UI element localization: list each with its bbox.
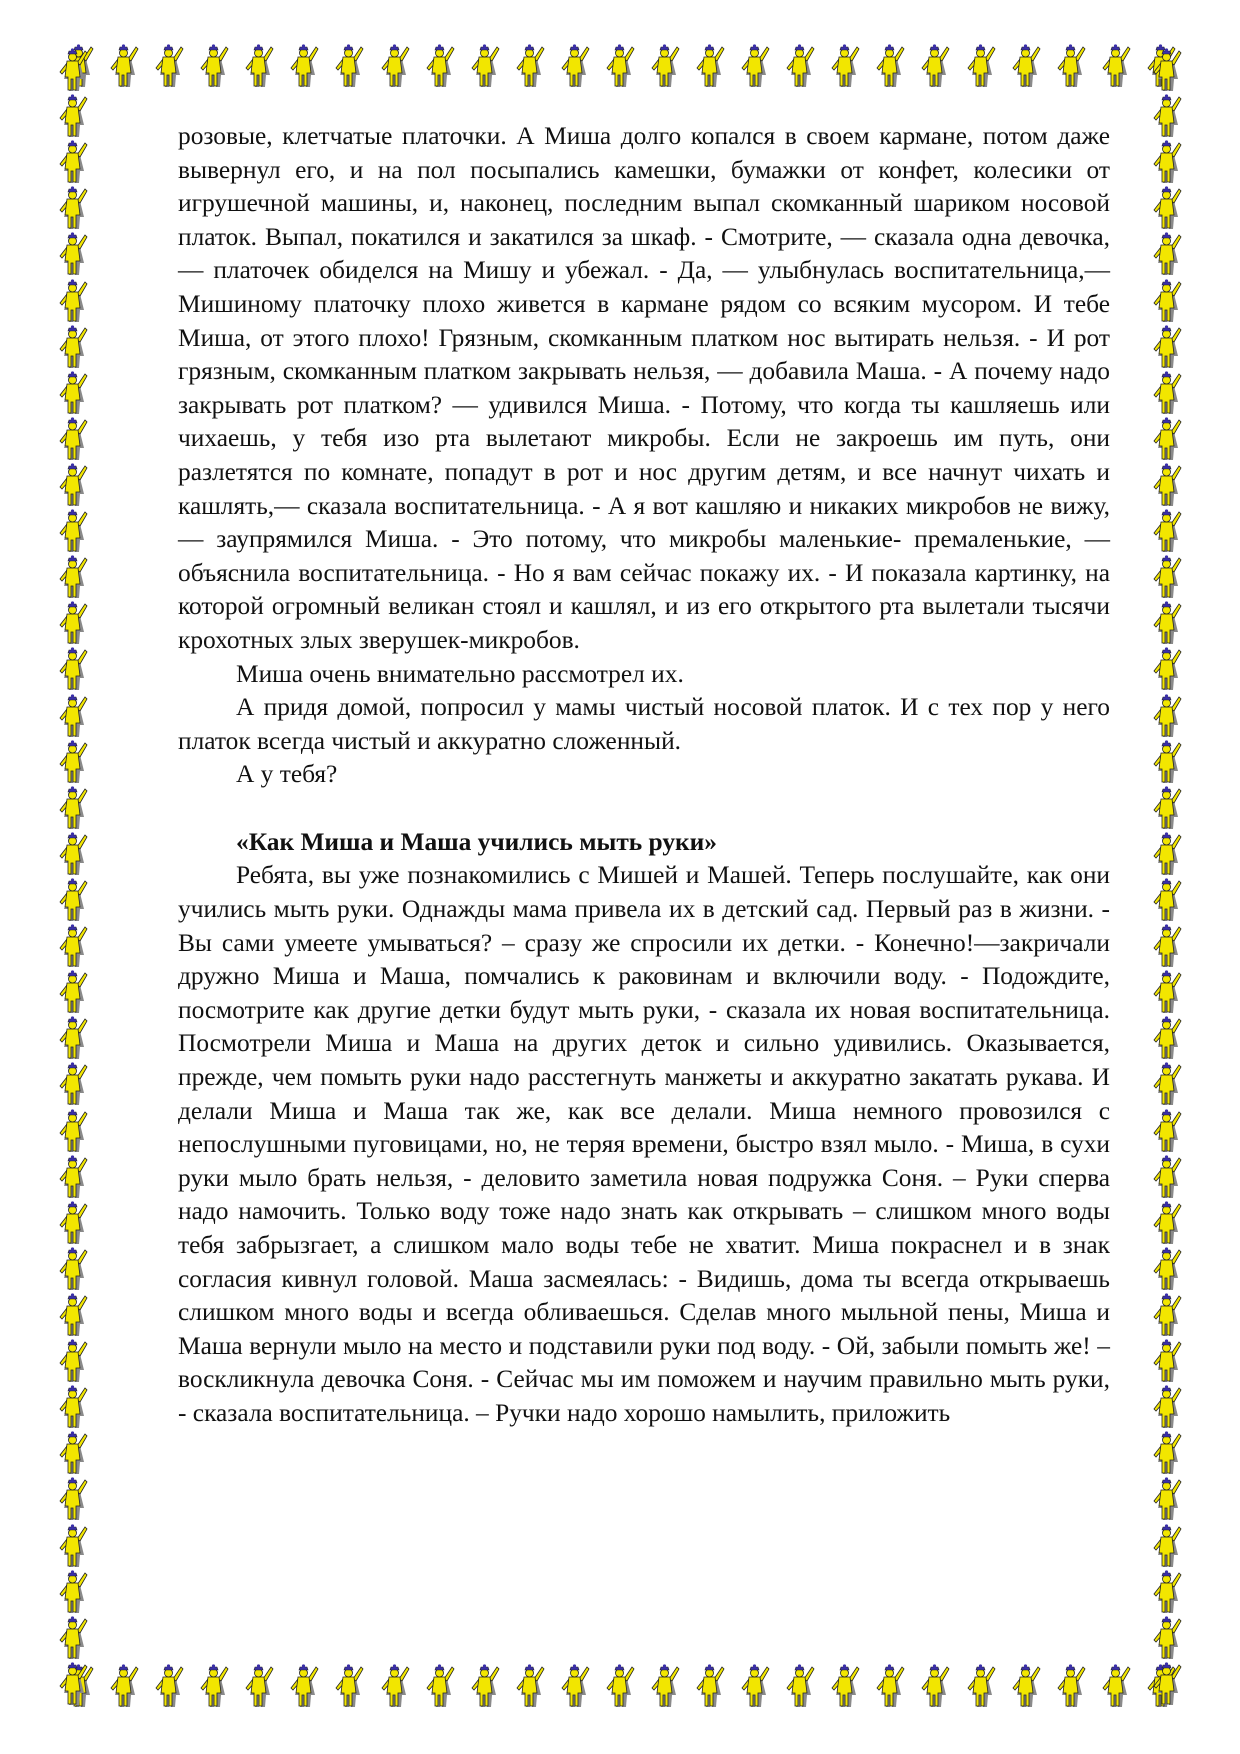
cheering-child-icon	[332, 1664, 366, 1708]
cheering-child-icon	[56, 1662, 90, 1706]
cheering-child-icon	[828, 1664, 862, 1708]
cheering-child-icon	[107, 1664, 141, 1708]
cheering-child-icon	[693, 1664, 727, 1708]
cheering-child-icon	[56, 1201, 90, 1245]
cheering-child-icon	[1150, 1662, 1184, 1706]
paragraph: А у тебя?	[236, 760, 338, 789]
cheering-child-icon	[1150, 463, 1184, 507]
cheering-child-icon	[56, 186, 90, 230]
cheering-child-icon	[56, 1570, 90, 1614]
cheering-child-icon	[783, 1664, 817, 1708]
cheering-child-icon	[56, 1293, 90, 1337]
cheering-child-icon	[964, 1664, 998, 1708]
cheering-child-icon	[1150, 1339, 1184, 1383]
cheering-child-icon	[1099, 44, 1133, 88]
cheering-child-icon	[56, 924, 90, 968]
cheering-child-icon	[56, 1062, 90, 1106]
cheering-child-icon	[1150, 1524, 1184, 1568]
cheering-child-icon	[56, 1616, 90, 1660]
border-left	[56, 48, 92, 1706]
cheering-child-icon	[197, 44, 231, 88]
cheering-child-icon	[56, 878, 90, 922]
cheering-child-icon	[56, 786, 90, 830]
cheering-child-icon	[1150, 786, 1184, 830]
cheering-child-icon	[738, 1664, 772, 1708]
cheering-child-icon	[378, 44, 412, 88]
cheering-child-icon	[1150, 186, 1184, 230]
cheering-child-icon	[242, 1664, 276, 1708]
cheering-child-icon	[1150, 647, 1184, 691]
cheering-child-icon	[56, 1016, 90, 1060]
cheering-child-icon	[332, 44, 366, 88]
cheering-child-icon	[56, 1109, 90, 1153]
cheering-child-icon	[56, 740, 90, 784]
cheering-child-icon	[1150, 740, 1184, 784]
border-right	[1150, 48, 1186, 1706]
cheering-child-icon	[56, 509, 90, 553]
cheering-child-icon	[1150, 1616, 1184, 1660]
cheering-child-icon	[1009, 1664, 1043, 1708]
cheering-child-icon	[1150, 601, 1184, 645]
page-text	[178, 120, 1110, 1431]
cheering-child-icon	[1150, 325, 1184, 369]
cheering-child-icon	[56, 970, 90, 1014]
cheering-child-icon	[964, 44, 998, 88]
cheering-child-icon	[1150, 94, 1184, 138]
cheering-child-icon	[152, 1664, 186, 1708]
cheering-child-icon	[558, 44, 592, 88]
cheering-child-icon	[197, 1664, 231, 1708]
cheering-child-icon	[152, 44, 186, 88]
cheering-child-icon	[56, 1155, 90, 1199]
cheering-child-icon	[1054, 44, 1088, 88]
paragraph: Миша очень внимательно рассмотрел их.	[236, 659, 684, 688]
cheering-child-icon	[107, 44, 141, 88]
cheering-child-icon	[56, 48, 90, 92]
cheering-child-icon	[918, 44, 952, 88]
cheering-child-icon	[873, 1664, 907, 1708]
border-bottom	[62, 1664, 1178, 1712]
cheering-child-icon	[56, 140, 90, 184]
cheering-child-icon	[56, 279, 90, 323]
cheering-child-icon	[1150, 417, 1184, 461]
cheering-child-icon	[918, 1664, 952, 1708]
cheering-child-icon	[56, 232, 90, 276]
cheering-child-icon	[378, 1664, 412, 1708]
cheering-child-icon	[1150, 509, 1184, 553]
cheering-child-icon	[56, 555, 90, 599]
cheering-child-icon	[1150, 232, 1184, 276]
cheering-child-icon	[56, 94, 90, 138]
cheering-child-icon	[1150, 832, 1184, 876]
cheering-child-icon	[1150, 1109, 1184, 1153]
cheering-child-icon	[1150, 1062, 1184, 1106]
cheering-child-icon	[56, 371, 90, 415]
cheering-child-icon	[1150, 279, 1184, 323]
cheering-child-icon	[1150, 1201, 1184, 1245]
paragraph: Ребята, вы уже познакомились с Мишей и Машей. Теперь послушайте, как они учились мыть руки. Однажды мама привела их в детский сад. Первый раз в жизни. - Вы сами умеете умываться? – сразу же спросили их детки. - Конечно!—закричали дружно Миша и Маша, помчались к раковинам и включили воду. - Подождите, посмотрите как другие детки будут мыть руки, - сказала их новая воспитательница. Посмотрели Миша и Маша на других деток и сильно удивились. Оказывается, прежде, чем помыть руки надо расстегнуть манжеты и аккуратно закатать рукава. И делали Миша и Маша так же, как все делали. Миша немного провозился с непослушными пуговицами, но, не теряя времени, быстро взял мыло. - Миша, в сухи руки мыло брать нельзя, - деловито заметила новая подружка Соня. – Руки сперва надо намочить. Только воду тоже надо знать как открывать – слишком много воды тебя забрызгает, а слишком мало воды тебе не хватит. Миша покраснел и в знак согласия кивнул головой. Маша засмеялась: - Видишь, дома ты всегда открываешь слишком много воды и всегда обливаешься. Сделав много мыльной пены, Миша и Маша вернули мыло на место и подставили руки под воду. - Ой, забыли помыть же! – воскликнула девочка Соня. - Сейчас мы им поможем и научим правильно мыть руки, - сказала воспитательница. – Ручки надо хорошо намылить, приложить	[178, 861, 1110, 1427]
cheering-child-icon	[56, 1385, 90, 1429]
cheering-child-icon	[1150, 878, 1184, 922]
cheering-child-icon	[558, 1664, 592, 1708]
cheering-child-icon	[56, 647, 90, 691]
cheering-child-icon	[56, 1431, 90, 1475]
border-top	[62, 44, 1178, 92]
paragraph: розовые, клетчатые платочки. А Миша долго копался в своем кармане, потом даже вывернул его, и на пол посыпались камешки, бумажки от конфет, колесики от игрушечной машины, и, наконец, последним выпал скомканный шариком носовой платок. Выпал, покатился и закатился за шкаф. - Смотрите, — сказала одна девочка,— платочек обиделся на Мишу и убежал. - Да, — улыбнулась воспитательница,— Мишиному платочку плохо живется в кармане рядом со всяким мусором. И тебе Миша, от этого плохо! Грязным, скомканным платком нос вытирать нельзя. - И рот грязным, скомканным платком закрывать нельзя, — добавила Маша. - А почему надо закрывать рот платком? — удивился Миша. - Потому, что когда ты кашляешь или чихаешь, у тебя изо рта вылетают микробы. Если не закроешь им путь, они разлетятся по комнате, попадут в рот и нос другим детям, и все начнут чихать и кашлять,— сказала воспитательница. - А я вот кашляю и никаких микробов не вижу, — заупрямился Миша. - Это потому, что микробы маленькие- премаленькие, — объяснила воспитательница. - Но я вам сейчас покажу их. - И показала картинку, на которой огромный великан стоял и кашлял, и из его открытого рта вылетали тысячи крохотных злых зверушек-микробов.	[178, 122, 1110, 654]
cheering-child-icon	[56, 325, 90, 369]
cheering-child-icon	[828, 44, 862, 88]
cheering-child-icon	[1150, 1016, 1184, 1060]
cheering-child-icon	[1099, 1664, 1133, 1708]
cheering-child-icon	[423, 44, 457, 88]
cheering-child-icon	[1054, 1664, 1088, 1708]
cheering-child-icon	[603, 1664, 637, 1708]
cheering-child-icon	[738, 44, 772, 88]
cheering-child-icon	[648, 44, 682, 88]
cheering-child-icon	[1150, 48, 1184, 92]
cheering-child-icon	[287, 44, 321, 88]
spacer	[178, 792, 1110, 826]
paragraph: А придя домой, попросил у мамы чистый носовой платок. И с тех пор у него платок всегда чистый и аккуратно сложенный.	[178, 693, 1110, 755]
cheering-child-icon	[1150, 140, 1184, 184]
cheering-child-icon	[1009, 44, 1043, 88]
story-heading: «Как Миша и Маша учились мыть руки»	[236, 827, 717, 856]
cheering-child-icon	[242, 44, 276, 88]
cheering-child-icon	[1150, 1155, 1184, 1199]
cheering-child-icon	[1150, 1477, 1184, 1521]
cheering-child-icon	[423, 1664, 457, 1708]
cheering-child-icon	[56, 694, 90, 738]
cheering-child-icon	[287, 1664, 321, 1708]
cheering-child-icon	[513, 1664, 547, 1708]
cheering-child-icon	[783, 44, 817, 88]
cheering-child-icon	[1150, 970, 1184, 1014]
cheering-child-icon	[56, 417, 90, 461]
cheering-child-icon	[1150, 1247, 1184, 1291]
cheering-child-icon	[56, 1524, 90, 1568]
cheering-child-icon	[56, 1477, 90, 1521]
cheering-child-icon	[1150, 1431, 1184, 1475]
cheering-child-icon	[56, 1339, 90, 1383]
cheering-child-icon	[56, 601, 90, 645]
cheering-child-icon	[648, 1664, 682, 1708]
cheering-child-icon	[56, 463, 90, 507]
cheering-child-icon	[468, 1664, 502, 1708]
cheering-child-icon	[603, 44, 637, 88]
cheering-child-icon	[1150, 924, 1184, 968]
cheering-child-icon	[1150, 1293, 1184, 1337]
cheering-child-icon	[1150, 694, 1184, 738]
cheering-child-icon	[56, 1247, 90, 1291]
cheering-child-icon	[513, 44, 547, 88]
cheering-child-icon	[468, 44, 502, 88]
cheering-child-icon	[873, 44, 907, 88]
cheering-child-icon	[1150, 555, 1184, 599]
cheering-child-icon	[56, 832, 90, 876]
cheering-child-icon	[1150, 1570, 1184, 1614]
cheering-child-icon	[693, 44, 727, 88]
cheering-child-icon	[1150, 1385, 1184, 1429]
cheering-child-icon	[1150, 371, 1184, 415]
